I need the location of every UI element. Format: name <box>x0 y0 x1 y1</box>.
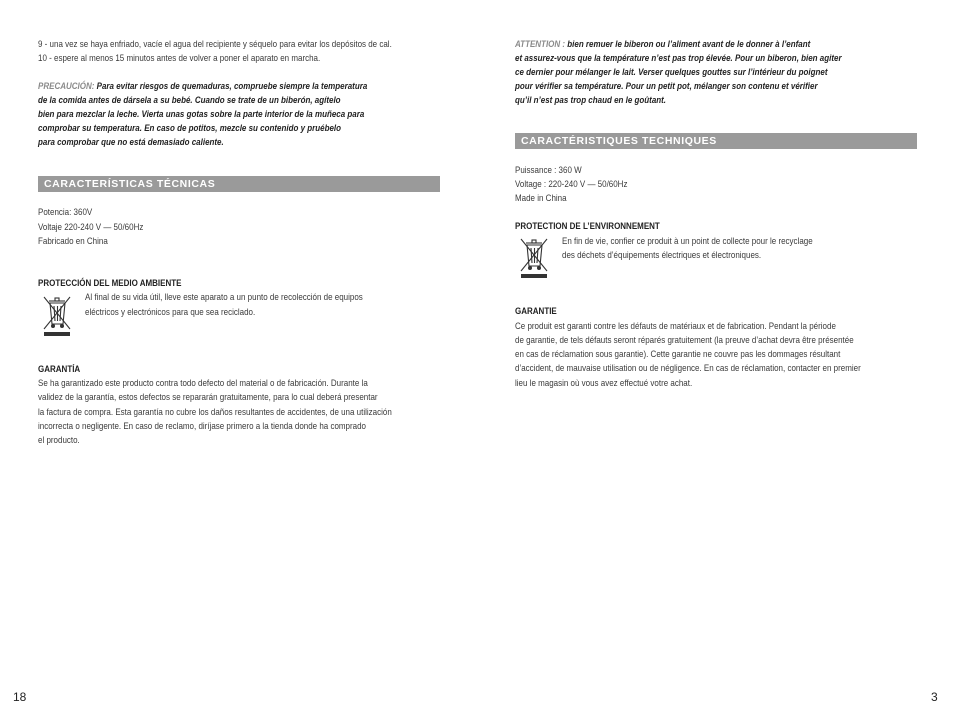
attention-line-4: pour vérifier sa température. Pour un petit pot, mélanger son contenu et vérifier <box>515 81 818 91</box>
env-heading: PROTECCIÓN DEL MEDIO AMBIENTE <box>38 278 182 288</box>
attention-label: ATTENTION : <box>515 39 566 49</box>
page-number-left: 18 <box>13 690 27 704</box>
warranty-heading: GARANTÍA <box>38 364 81 374</box>
caution-line-2: de la comida antes de dársela a su bebé. Cuando se trate de un biberón, agítelo <box>38 95 341 105</box>
env-heading: PROTECTION DE L’ENVIRONNEMENT <box>515 221 660 231</box>
tech-heading-bar <box>515 133 917 149</box>
warranty-heading: GARANTIE <box>515 306 557 316</box>
warranty-line-3: la factura de compra. Esta garantía no cubre los daños resultantes de accidentes, de una utilización <box>38 407 392 417</box>
warranty-line-5: el producto. <box>38 435 80 445</box>
warranty-line-2: de garantie, de tels défauts seront réparés gratuitement (la preuve d’achat devra être présentée <box>515 335 854 345</box>
weee-recycling-icon <box>40 292 74 338</box>
tech-power: Potencia: 360V <box>38 207 93 217</box>
tech-made: Fabricado en China <box>38 236 108 246</box>
attention-line-1: ATTENTION : bien remuer le biberon ou l’aliment avant de le donner à l’enfant <box>515 39 811 49</box>
tech-voltage: Voltage : 220-240 V — 50/60Hz <box>515 179 628 189</box>
tech-made: Made in China <box>515 193 567 203</box>
warranty-line-1: Se ha garantizado este producto contra todo defecto del material o de fabricación. Durante la <box>38 378 368 388</box>
step-10: 10 - espere al menos 15 minutos antes de volver a poner el aparato en marcha. <box>38 53 321 63</box>
tech-voltage: Voltaje 220-240 V — 50/60Hz <box>38 222 144 232</box>
warranty-line-5: lieu le magasin où vous avez effectué votre achat. <box>515 378 693 388</box>
env-line-1: En fin de vie, confier ce produit à un point de collecte pour le recyclage <box>562 236 813 246</box>
tech-heading: CARACTÉRISTIQUES TECHNIQUES <box>521 135 717 147</box>
env-line-2: eléctricos y electrónicos para que sea reciclado. <box>85 307 256 317</box>
caution-line-4: comprobar su temperatura. En caso de potitos, mezcle su contenido y pruébelo <box>38 123 342 133</box>
warranty-line-4: d’accident, de mauvaise utilisation ou de négligence. En cas de réclamation, contacter en premier <box>515 363 861 373</box>
caution-line-3: bien para mezclar la leche. Vierta unas gotas sobre la parte interior de la muñeca para <box>38 109 365 119</box>
caution-line-5: para comprobar que no está demasiado caliente. <box>38 137 224 147</box>
step-9: 9 - una vez se haya enfriado, vacíe el agua del recipiente y séquelo para evitar los depósitos de cal. <box>38 39 392 49</box>
env-line-1: Al final de su vida útil, lleve este aparato a un punto de recolección de equipos <box>85 292 363 302</box>
warranty-line-1: Ce produit est garanti contre les défauts de matériaux et de fabrication. Pendant la période <box>515 321 836 331</box>
caution-label: PRECAUCIÓN: <box>38 81 95 91</box>
warranty-line-4: incorrecta o negligente. En caso de reclamo, diríjase primero a la tienda donde ha comprado <box>38 421 367 431</box>
tech-heading: CARACTERÍSTICAS TÉCNICAS <box>44 178 216 190</box>
attention-line-2: et assurez-vous que la température n’est pas trop élevée. Pour un biberon, bien agiter <box>515 53 842 63</box>
weee-recycling-icon <box>517 234 551 280</box>
warranty-line-2: validez de la garantía, estos defectos se repararán gratuitamente, para lo cual deberá presentar <box>38 392 378 402</box>
env-line-2: des déchets d’équipements électriques et électroniques. <box>562 250 762 260</box>
caution-line-1: PRECAUCIÓN: Para evitar riesgos de quemaduras, compruebe siempre la temperatura <box>38 81 368 91</box>
attention-line-5: qu’il n’est pas trop chaud en le goûtant. <box>515 95 667 105</box>
attention-line-3: ce dernier pour mélanger le lait. Verser quelques gouttes sur l’intérieur du poignet <box>515 67 828 77</box>
warranty-line-3: en cas de réclamation sous garantie). Cette garantie ne couvre pas les dommages résultant <box>515 349 841 359</box>
tech-heading-bar <box>38 176 440 192</box>
tech-power: Puissance : 360 W <box>515 165 582 175</box>
page-number-right: 3 <box>931 690 938 704</box>
